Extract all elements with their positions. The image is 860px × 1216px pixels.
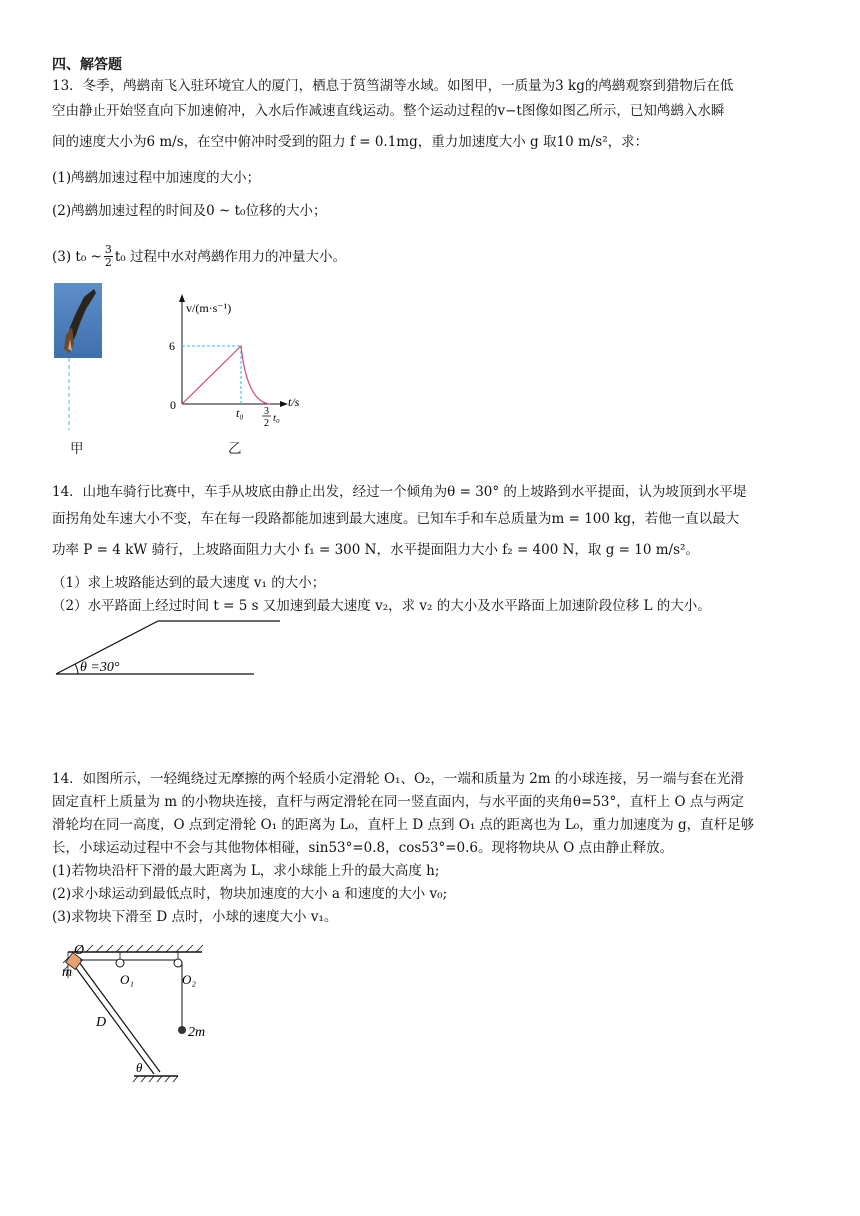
- bird-photo: [54, 283, 102, 358]
- y-axis-arrow: [179, 294, 185, 302]
- q14a-sub2: （2）水平路面上经过时间 t = 5 s 又加速到最大速度 v₂，求 v₂ 的大小及水平路面上加速阶段位移 L 的大小。: [52, 598, 711, 614]
- q13-line2: 空由静止开始竖直向下加速俯冲，入水后作减速直线运动。整个运动过程的v−t图像如图乙所示，已知鸬鹚入水瞬: [52, 103, 725, 119]
- x-tick-32-den: 2: [264, 418, 269, 429]
- label-m: m: [62, 965, 73, 980]
- bird-icon: [54, 283, 102, 358]
- q14b-line2: 固定直杆上质量为 m 的小物块连接，直杆与两定滑轮在同一竖直面内，与水平面的夹角θ=53°，直杆上 O 点与两定: [52, 794, 744, 810]
- pulley-o2: [174, 959, 182, 967]
- q14b-sub3: (3)求物块下滑至 D 点时，小球的速度大小 v₁。: [52, 909, 338, 925]
- label-2m: 2m: [188, 1025, 206, 1040]
- x-tick-t0: t₀: [236, 406, 244, 420]
- angle-label: θ =30°: [80, 660, 120, 675]
- q14a-line1: 14．山地车骑行比赛中，车手从坡底由静止出发，经过一个倾角为θ = 30° 的上坡路到水平提面，认为坡顶到水平堤: [52, 484, 747, 500]
- q14a-line3: 功率 P = 4 kW 骑行，上坡路面阻力大小 f₁ = 300 N，水平提面阻力大小 f₂ = 400 N，取 g = 10 m/s²。: [52, 542, 699, 558]
- q13-line3: 间的速度大小为6 m/s，在空中俯冲时受到的阻力 f = 0.1mg，重力加速度大小 g 取10 m/s²，求：: [52, 134, 649, 150]
- q14a-sub1: （1）求上坡路能达到的最大速度 v₁ 的大小；: [52, 575, 326, 591]
- fig-yi-label: 乙: [228, 441, 242, 457]
- q13-sub3: [52, 244, 346, 269]
- q13-line1: 13．冬季，鸬鹚南飞入驻环境宜人的厦门，栖息于筼筜湖等水域。如图甲，一质量为3 kg的鸬鹚观察到猎物后在低: [52, 78, 734, 94]
- ceiling-hatching: [76, 945, 203, 952]
- x-axis-label: t/s: [288, 395, 300, 409]
- q13-sub3-fraction: [104, 244, 113, 269]
- fixed-rod-right-edge: [76, 958, 160, 1072]
- q13-sub3-prefix: (3) t₀ ~: [52, 248, 102, 265]
- q14b-sub2: (2)求小球运动到最低点时，物块加速度的大小 a 和速度的大小 v₀;: [52, 886, 448, 902]
- q13-sub3-frac-num: 3: [104, 243, 112, 256]
- pulley-figure: [50, 938, 220, 1086]
- q13-sub2: (2)鸬鹚加速过程的时间及0 ~ t₀位移的大小；: [52, 203, 327, 219]
- x-tick-32-t: t₀: [273, 412, 280, 424]
- fixed-rod-left-edge: [70, 960, 154, 1074]
- pulley-o1: [116, 959, 124, 967]
- vt-series-line: [182, 346, 270, 404]
- y-axis-label: v/(m·s⁻¹): [186, 301, 232, 315]
- ground-hatching: [133, 1076, 178, 1082]
- label-o1: O₁: [120, 972, 134, 987]
- q13-sub1: (1)鸬鹚加速过程中加速度的大小；: [52, 170, 261, 186]
- label-d: D: [96, 1015, 107, 1030]
- label-theta: θ: [136, 1060, 143, 1075]
- q14b-line3: 滑轮均在同一高度，O 点到定滑轮 O₁ 的距离为 L₀，直杆上 D 点到 O₁ 点的距离也为 L₀，重力加速度为 g，直杆足够: [52, 817, 755, 833]
- origin-label: 0: [170, 398, 176, 412]
- y-tick-6: 6: [169, 339, 175, 353]
- slope-figure: [52, 616, 292, 682]
- bird-dashed-line: [66, 358, 74, 430]
- label-o: O: [74, 943, 85, 958]
- ball-2m: [178, 1026, 186, 1034]
- vt-graph: [160, 290, 320, 430]
- fig-jia-label: 甲: [70, 441, 84, 457]
- x-axis-arrow: [280, 401, 288, 407]
- q13-sub3-frac-den: 2: [104, 256, 112, 269]
- x-tick-32-num: 3: [264, 406, 269, 417]
- q14a-line2: 面拐角处车速大小不变，车在每一段路都能加速到最大速度。已知车手和车总质量为m = 100 kg，若他一直以最大: [52, 511, 740, 527]
- q14b-line4: 长，小球运动过程中不会与其他物体相碰，sin53°=0.8，cos53°=0.6。现将物块从 O 点由静止释放。: [52, 840, 674, 856]
- q14b-sub1: (1)若物块沿杆下滑的最大距离为 L，求小球能上升的最大高度 h;: [52, 863, 440, 879]
- q13-sub3-suffix: t₀ 过程中水对鸬鹚作用力的冲量大小。: [114, 248, 346, 265]
- label-o2: O₂: [182, 972, 196, 987]
- q14b-line1: 14．如图所示，一轻绳绕过无摩擦的两个轻质小定滑轮 O₁、O₂，一端和质量为 2m 的小球连接，另一端与套在光滑: [52, 771, 744, 787]
- angle-arc: [75, 664, 78, 674]
- section-title: 四、解答题: [52, 57, 122, 73]
